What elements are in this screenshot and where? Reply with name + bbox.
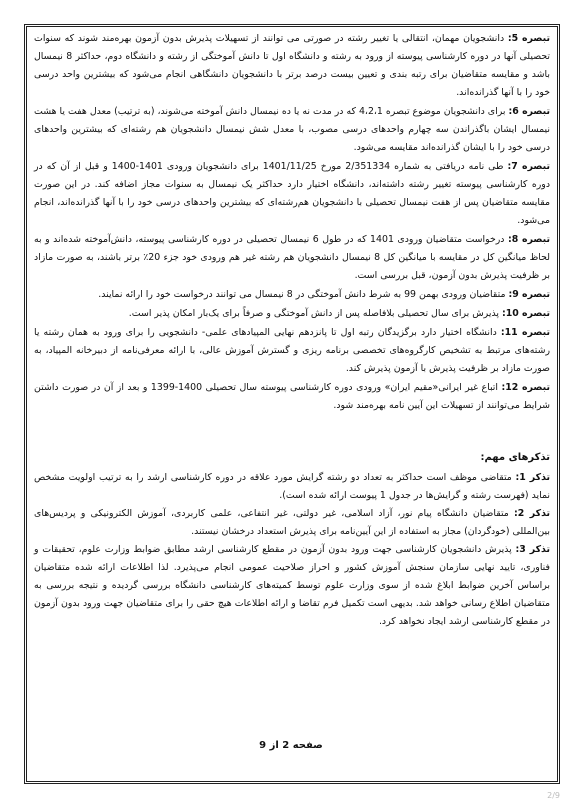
note-12: تبصره 12: اتباع غیر ایرانی«مقیم ایران» ورودی دوره کارشناسی پیوسته سال تحصیلی 1400-1399 و بعد از آن در صورت داشتن شرایط می‌توانند از تسهیلات این آیین نامه بهره‌مند شود. bbox=[34, 382, 550, 411]
note-7: تبصره 7: طی نامه دریافتی به شماره 2/351334 مورخ 1401/11/25 برای دانشجویان ورودی 1401-1400 و قبل از آن که در دوره کارشناسی پیوسته تغییر رشته داشته‌اند، دانشگاه اختیار دارد حداکثر یک نیمسال به سنوات مجاز اضافه کند. در این صورت مقایسه متقاضیان پس از هفت نیمسال تحصیلی با دانشجویان هم‌رشته‌ای که بیشترین واحدهای درسی خود را با آنها گذرانده‌اند، انجام می‌شود. bbox=[34, 161, 551, 226]
reminder-3: تذکر 3: پذیرش دانشجویان کارشناسی جهت ورود بدون آزمون در مقطع کارشناسی ارشد مطابق ضوابط وزارت علوم، تحقیقات و فناوری، تایید نهایی سازمان سنجش آموزش کشور و احراز صلاحیت عمومی انجام می‌پذیرد. لذا اطلاعات ارائه شده متقاضیان براساس آخرین ضوابط ابلاغ شده از سوی وزارت علوم توسط کمیته‌های کارشناسی دانشگاه بررسی گردیده و نتیجه بررسی به متقاضیان اطلاع رسانی خواهد شد. بدیهی است تکمیل فرم تقاضا و ارائه اطلاعات هیچ حقی را برای متقاضیان جهت ورود بدون آزمون در مقطع کارشناسی ارشد ایجاد نخواهد کرد. bbox=[34, 544, 550, 627]
note-6: تبصره 6: برای دانشجویان موضوع تبصره 4،2،1 که در مدت نه یا ده نیمسال دانش آموخته می‌شوند، (به ترتیب) معدل هفت یا هشت نیمسال ایشان باگذراندن سه چهارم واحدهای درسی مصوب، با معدل شش نیمسال دانشجویان هم رشته‌ای که بیشترین واحدهای درسی خود را با ایشان گذرانده‌اند مقایسه می‌شود. bbox=[34, 106, 551, 153]
note-11: تبصره 11: دانشگاه اختیار دارد برگزیدگان رتبه اول تا پانزدهم نهایی المپیادهای علمی- دانشجویی را برای ورود به همان رشته یا رشته‌های مرتبط به تشخیص کارگروه‌های تخصصی برنامه ریزی و گسترش آموزش عالی، با ارائه معرفی‌نامه از دبیرخانه المپیاد، به صورت مازاد بر ظرفیت پذیرش با آزمون پذیرش کند. bbox=[34, 327, 550, 374]
note-10: تبصره 10: پذیرش برای سال تحصیلی بلافاصله پس از دانش آموختگی و صرفاً برای یک‌بار امکان پذیر است. bbox=[128, 308, 550, 319]
document-body bbox=[34, 30, 550, 631]
reminder-2: تذکر 2: متقاضیان دانشگاه پیام نور، آزاد اسلامی، غیر دولتی، غیر انتفاعی، علمی کاربردی، آموزش الکترونیکی و پردیس‌های بین‌المللی (خودگردان) مجاز به استفاده از این آیین‌نامه برای پذیرش استعداد درخشان نیستند. bbox=[34, 508, 551, 537]
note-9: تبصره 9: متقاضیان ورودی بهمن 99 به شرط دانش آموختگی در 8 نیمسال می توانند درخواست خود را ارائه نمایند. bbox=[98, 289, 550, 300]
corner-page-mark: 2/9 bbox=[547, 791, 560, 800]
important-notes-title: تذکرهای مهم: bbox=[480, 452, 550, 463]
reminder-1: تذکر 1: متقاضی موظف است حداکثر به تعداد دو رشته گرایش مورد علاقه در دوره کارشناسی ارشد را به ترتیب اولویت مشخص نماید (فهرست رشته و گرایش‌ها در جدول 1 پیوست ارائه شده است). bbox=[34, 472, 551, 501]
note-8: تبصره 8: درخواست متقاضیان ورودی 1401 که در طول 6 نیمسال تحصیلی در دوره کارشناسی پیوسته، دانش‌آموخته شده‌اند و به لحاظ میانگین کل در مقایسه با میانگین کل 8 نیمسال دانشجویان هم رشته غیر هم ورودی خود جزء 20٪ برتر باشند، به صورت مازاد بر ظرفیت پذیرش بدون آزمون، قبل بررسی است. bbox=[34, 234, 551, 281]
page-number: صفحه 2 از 9 bbox=[259, 740, 323, 751]
note-5: تبصره 5: دانشجویان مهمان، انتقالی یا تغییر رشته در صورتی می توانند از تسهیلات پذیرش بدون آزمون بهره‌مند شوند که سنوات تحصیلی آنها در دوره کارشناسی پیوسته از ورود به رشته و دانشگاه اول تا دانش آموختگی از رشته و دانشگاه دوم، حداکثر 8 نیمسال باشد و مقایسه متقاضیان برای رتبه بندی و تعیین بیست درصد برتر با دانشجویان دانشگاهی انجام می‌شود که بیشترین واحد درسی خود را با آنها گذرانده‌اند. bbox=[34, 33, 551, 98]
